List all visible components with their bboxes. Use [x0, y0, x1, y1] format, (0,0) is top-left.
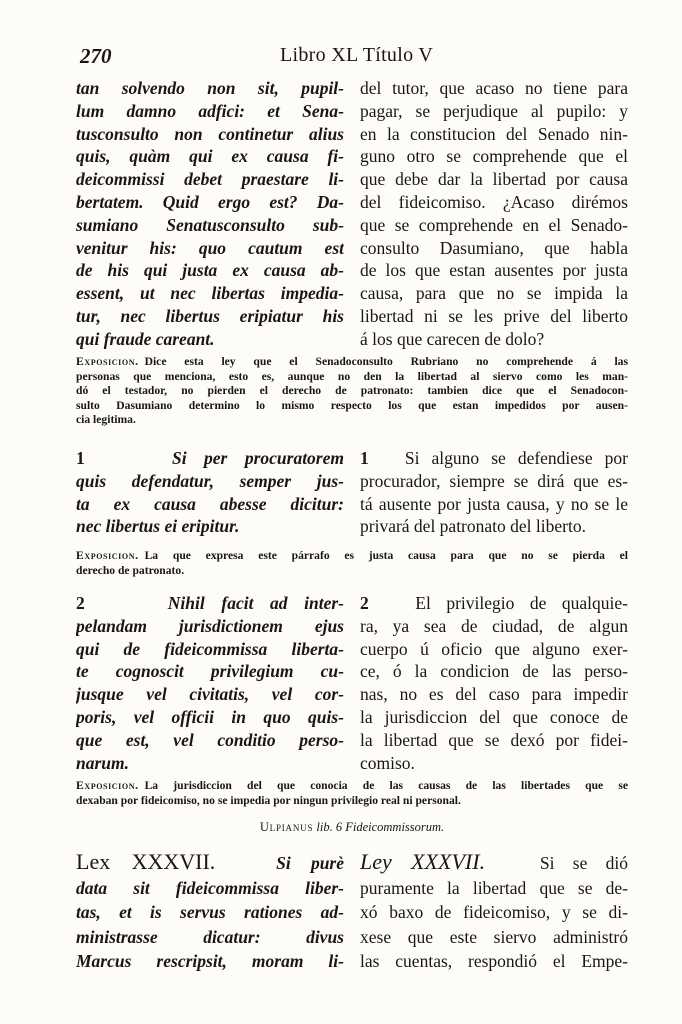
latin-line: Nihil facit ad inter-: [167, 593, 344, 613]
exposicion-line: dó el testador, no pierden el derecho de patronato: tambien dice que el Senadocon-: [76, 384, 628, 398]
page-number: 270: [80, 44, 112, 68]
spanish-line: la libertad que se dexó por fidei-: [360, 729, 628, 750]
latin-line: data sit fideicommissa liber-: [76, 877, 344, 898]
exposicion-line: La jurisdiccion del que conocia de las causas de las libertades que se: [144, 779, 628, 792]
paragraph-number: 1: [76, 448, 85, 468]
spanish-line: privará del patronato del liberto.: [360, 516, 586, 537]
latin-line: ministrasse dicatur: divus: [76, 926, 344, 947]
latin-line: venitur his: quo cautum est: [76, 237, 344, 258]
exposicion-label: Exposicion.: [76, 549, 139, 562]
latin-line: jusque vel civitatis, vel cor-: [76, 684, 344, 705]
source-citation: [76, 820, 628, 835]
spanish-column-lex: [360, 850, 628, 974]
spanish-line: que se comprehende en el Senado-: [360, 214, 628, 235]
latin-line: tas, et is servus rationes ad-: [76, 902, 344, 922]
spanish-line: ra, ya sea de ciudad, de algun: [360, 615, 628, 636]
exposicion-line: derecho de patronato.: [76, 563, 185, 577]
latin-line: sumiano Senatusconsulto sub-: [76, 214, 344, 235]
lex-heading-spanish: Ley XXXVII.: [360, 850, 486, 874]
spanish-line: ce, ó la condicion de las perso-: [360, 661, 628, 682]
spanish-line: xese que este siervo administró: [360, 926, 628, 947]
exposicion-line: cia legitima.: [76, 413, 136, 427]
latin-line: tur, nec libertus eripiatur his: [76, 305, 344, 326]
spanish-line: Si alguno se defendiese por: [404, 448, 628, 468]
spanish-line: la jurisdiccion del que conoce de: [360, 706, 628, 727]
spanish-column-1: [360, 447, 628, 538]
spanish-line: causa, para que no se impida la: [360, 283, 628, 304]
paragraph-number: 2: [76, 593, 85, 613]
spanish-line: del fideicomiso. ¿Acaso dirémos: [360, 191, 628, 212]
latin-line: que est, vel conditio perso-: [76, 729, 344, 750]
exposicion-1: [76, 549, 628, 578]
latin-line: nec libertus ei eripitur.: [76, 516, 240, 537]
spanish-line: en la constitucion del Senado nin-: [360, 123, 628, 144]
latin-line: pelandam jurisdictionem ejus: [76, 615, 344, 636]
latin-line: poris, vel officii in quo quis-: [76, 706, 344, 727]
latin-column-2: [76, 592, 344, 774]
latin-line: te cognoscit privilegium cu-: [76, 661, 344, 682]
spanish-line: del tutor, que acaso no tiene para: [360, 78, 628, 98]
latin-line: qui de fideicommissa liberta-: [76, 638, 344, 659]
exposicion-0: [76, 355, 628, 428]
latin-line: quis, quàm qui ex causa fi-: [76, 146, 344, 167]
latin-line: essent, ut nec libertas impedia-: [76, 283, 344, 304]
latin-line: de his qui justa ex causa ab-: [76, 260, 344, 281]
latin-line: lum damno adfici: et Sena-: [76, 100, 344, 121]
spanish-column-2: [360, 592, 628, 774]
spanish-line: cuerpo ú oficio que alguno exer-: [360, 638, 628, 659]
page-header: [60, 44, 660, 72]
spanish-line: El privilegio de qualquie-: [415, 593, 628, 613]
latin-column-1: [76, 447, 344, 538]
spanish-column-0: [360, 77, 628, 351]
spanish-line: xó baxo de fideicomiso, y se di-: [360, 902, 628, 922]
spanish-line: las cuentas, respondió el Empe-: [360, 951, 628, 971]
latin-line: qui fraude careant.: [76, 328, 215, 349]
latin-line: quis defendatur, semper jus-: [76, 470, 344, 491]
spanish-line: pagar, se perjudique al pupilo: y: [360, 100, 628, 121]
citation-author: Ulpianus: [259, 820, 314, 834]
spanish-line: consulto Dasumiano, que habla: [360, 237, 628, 258]
running-head: Libro XL Título V: [280, 44, 434, 66]
paragraph-number: 1: [360, 448, 369, 468]
spanish-line: Si se dió: [539, 853, 628, 873]
exposicion-line: Dice esta ley que el Senadoconsulto Rubriano no comprehende á las: [144, 355, 628, 368]
spanish-line: libertad ni se les prive del liberto: [360, 305, 628, 326]
latin-line: tan solvendo non sit, pupil-: [76, 78, 344, 98]
latin-line: Marcus rescripsit, moram li-: [76, 951, 344, 971]
spanish-line: procurador, siempre se dirá que es-: [360, 470, 628, 491]
lex-heading-latin: Lex XXXVII.: [76, 850, 216, 874]
latin-line: tusconsulto non continetur alius: [76, 123, 344, 144]
exposicion-line: sulto Dasumiano determino lo mismo respecto los que estan impedidos por ausen-: [76, 398, 628, 412]
latin-line: narum.: [76, 752, 130, 773]
spanish-line: nas, no es del caso para impedir: [360, 684, 628, 705]
exposicion-2: [76, 779, 628, 808]
spanish-line: puramente la libertad que se de-: [360, 877, 628, 898]
latin-column-0: [76, 77, 344, 351]
paragraph-number: 2: [360, 593, 369, 613]
latin-line: deicommissi debet praestare li-: [76, 169, 344, 190]
spanish-line: guno otro se comprehende que el: [360, 146, 628, 167]
exposicion-label: Exposicion.: [76, 779, 139, 792]
latin-column-lex: [76, 850, 344, 974]
exposicion-label: Exposicion.: [76, 355, 139, 368]
exposicion-line: dexaban por fideicomiso, no se impedia por ningun privilegio real ni personal.: [76, 793, 461, 807]
latin-line: Si per procuratorem: [172, 448, 344, 468]
spanish-line: tá ausente por justa causa, y no se le: [360, 493, 628, 514]
latin-line: bertatem. Quid ergo est? Da-: [76, 191, 344, 212]
spanish-line: de los que estan ausentes por justa: [360, 260, 628, 281]
spanish-line: comiso.: [360, 752, 415, 773]
latin-line: Si purè: [276, 853, 344, 873]
citation-work: lib. 6 Fideicommissorum.: [316, 820, 445, 834]
exposicion-line: personas que menciona, esto es, aunque no den la libertad al siervo como les man-: [76, 369, 628, 383]
spanish-line: á los que carecen de dolo?: [360, 328, 545, 349]
latin-line: ta ex causa abesse dicitur:: [76, 493, 344, 514]
spanish-line: que debe dar la libertad por causa: [360, 169, 628, 190]
exposicion-line: La que expresa este párrafo es justa causa para que no se pierda el: [144, 549, 628, 562]
